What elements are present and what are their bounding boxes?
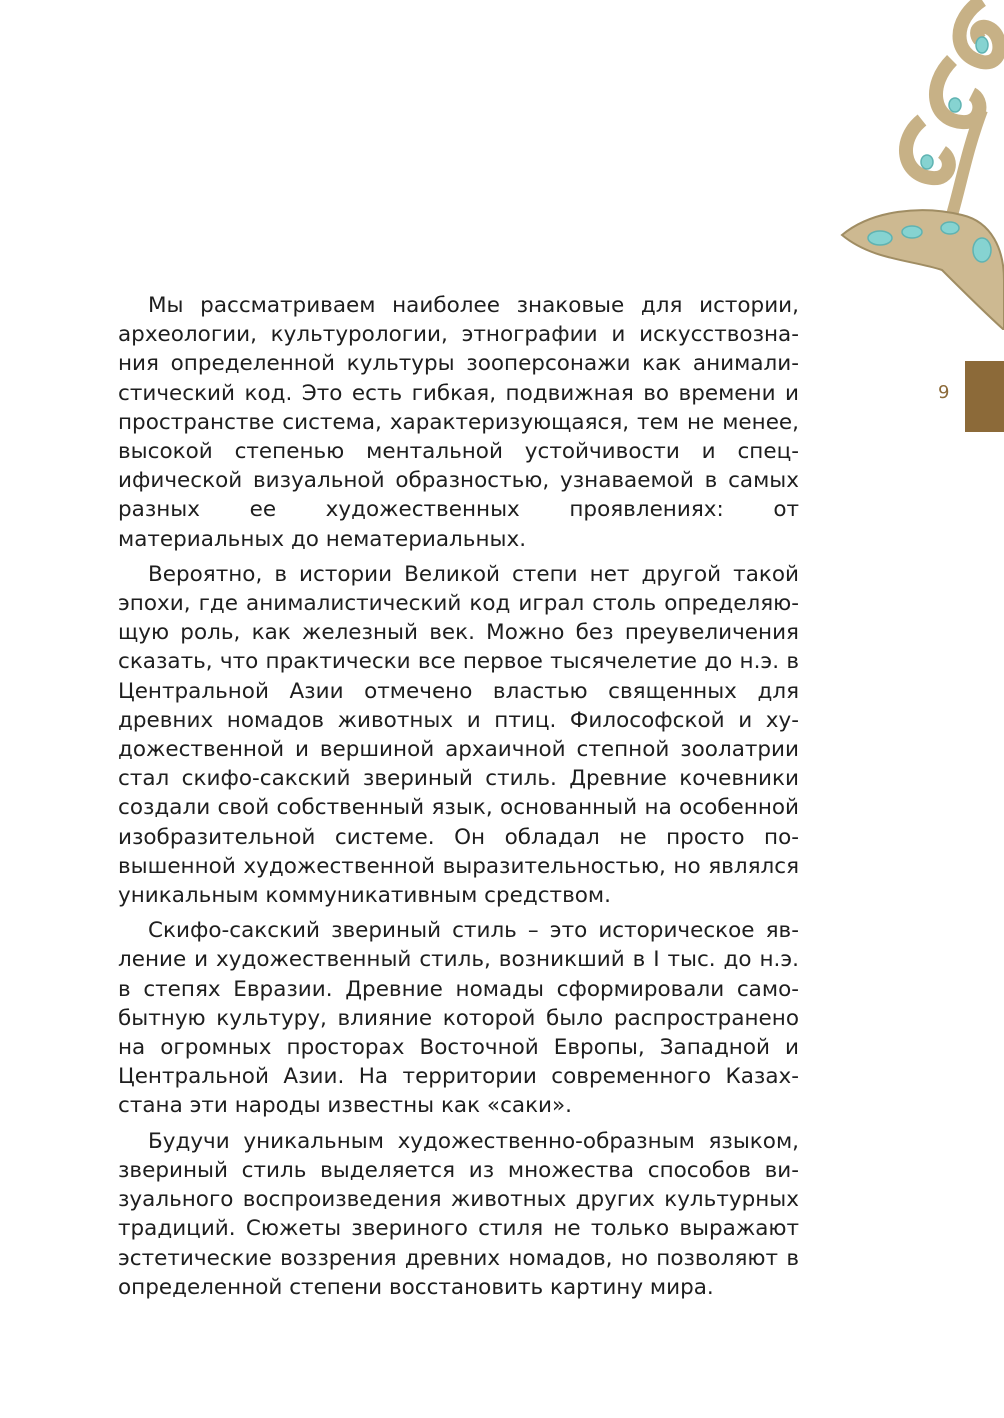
deer-antler-ornament-icon	[832, 0, 1004, 330]
page-number: 9	[938, 382, 950, 403]
page-tab	[965, 361, 1004, 432]
body-text	[118, 291, 799, 1308]
paragraph: Скифо-сакский звериный стиль – это историческое явление и художественный стиль, возникший в I тыс. до н.э. в степях Евразии. Древние номады сформировали самобытную культуру, влияние которой было распространено на огромных просторах Восточной Европы, Западной и Центральной Азии. На территории современного Казахстана эти народы известны как «саки».	[118, 918, 799, 1119]
paragraph: Вероятно, в истории Великой степи нет другой такой эпохи, где анималистический код играл столь определяющую роль, как железный век. Можно без преувеличения сказать, что практически все первое тысячелетие до н.э. в Центральной Азии отмечено властью священных для древних номадов животных и птиц. Философской и художественной и вершиной архаичной степной зоолатрии стал скифо-сакский звериный стиль. Древние кочевники создали свой собственный язык, основанный на особенной изобразительной системе. Он обладал не просто повышенной художественной выразительностью, но являлся уникальным коммуникативным средством.	[118, 561, 799, 909]
paragraph: Мы рассматриваем наиболее знаковые для истории, археологии, культурологии, этнографии и искусствознания определенной культуры зооперсонажи как анималистический код. Это есть гибкая, подвижная во времени и пространстве система, характеризующаяся, тем не менее, высокой степенью ментальной устойчивости и специфической визуальной образностью, узнаваемой в самых разных ее художественных проявлениях: от материальных до нематериальных.	[118, 293, 799, 552]
paragraph: Будучи уникальным художественно-образным языком, звериный стиль выделяется из множества способов визуального воспроизведения животных других культурных традиций. Сюжеты звериного стиля не только выражают эстетические воззрения древних номадов, но позволяют в определенной степени восстановить картину мира.	[118, 1128, 799, 1300]
